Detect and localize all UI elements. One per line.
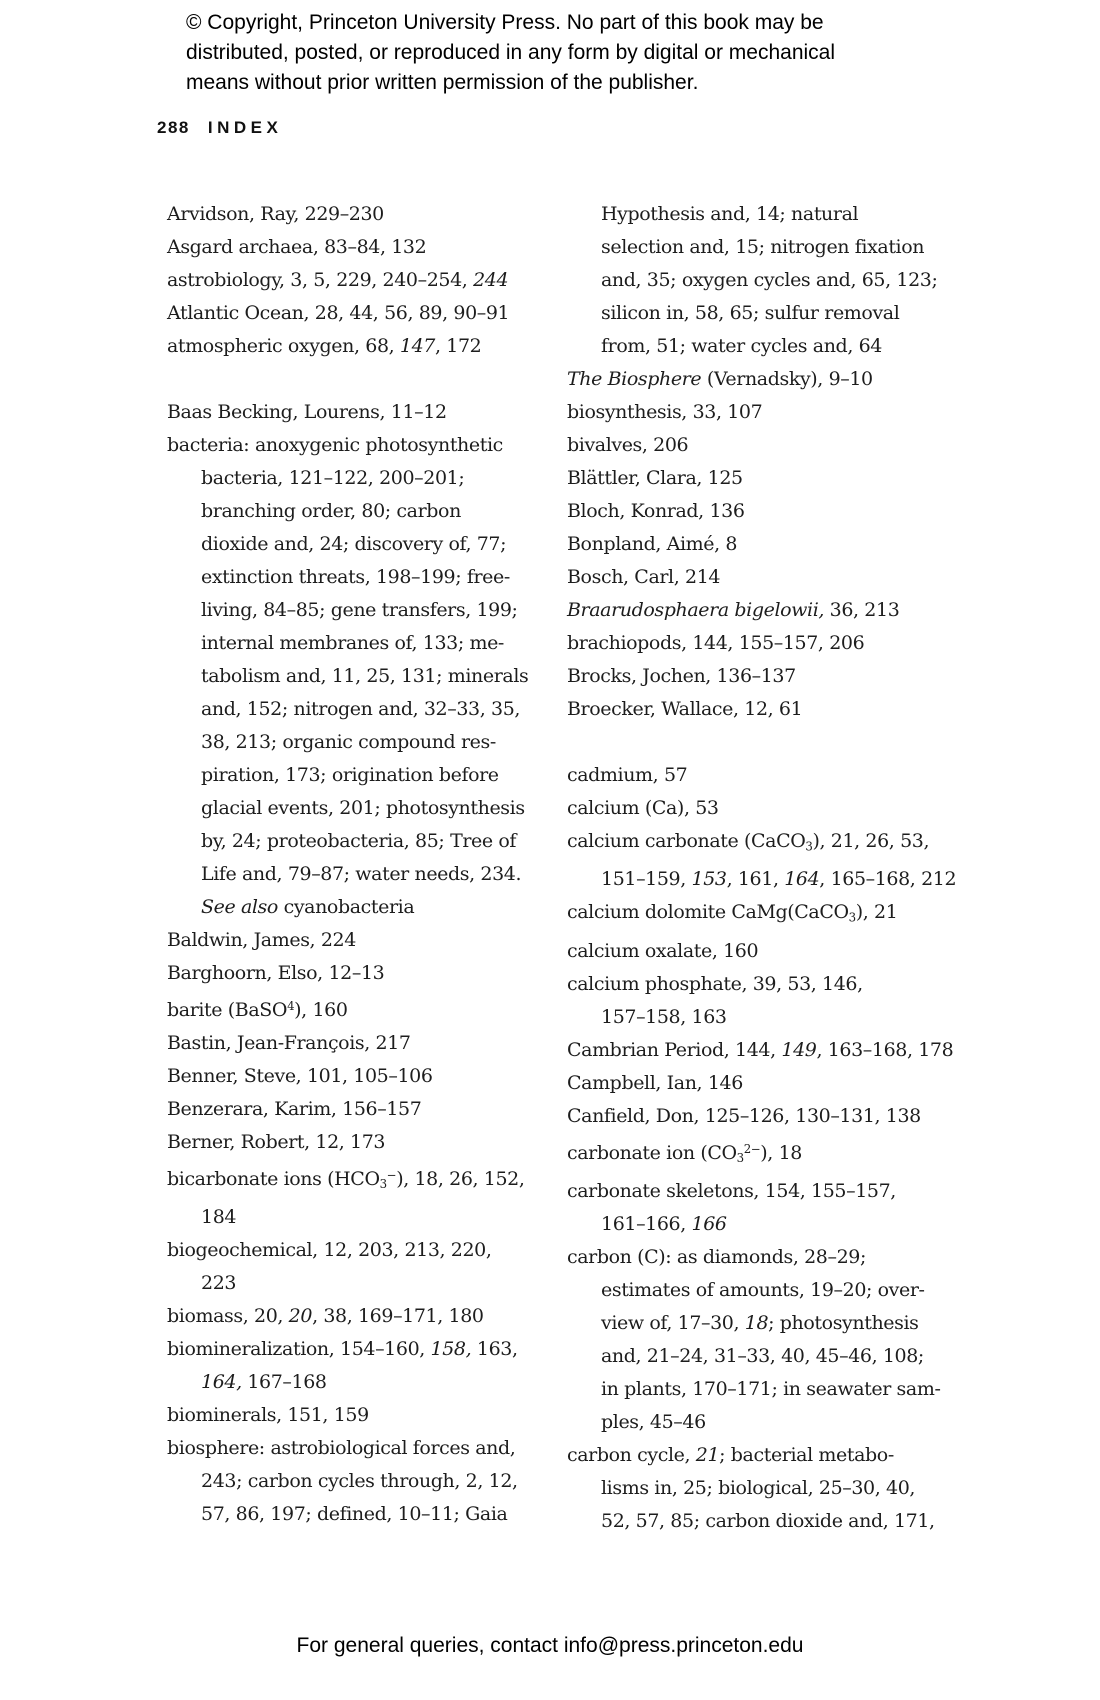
index-line — [567, 968, 962, 1001]
italic-text: 20 — [288, 1305, 313, 1328]
index-entry — [167, 1126, 562, 1159]
index-line — [167, 1267, 562, 1300]
index-line — [567, 1034, 962, 1067]
index-line — [567, 693, 962, 726]
text: bivalves, 206 — [567, 434, 689, 456]
index-line — [567, 1274, 962, 1307]
text: Asgard archaea, 83–84, 132 — [167, 236, 427, 258]
text: biomineralization, 154–160, — [167, 1338, 431, 1361]
index-entry — [167, 396, 562, 429]
page-header — [157, 118, 282, 138]
sub-text: 3 — [736, 1150, 744, 1165]
italic-text: See also — [201, 896, 278, 918]
index-entry — [567, 759, 962, 792]
text: 57, 86, 197; defined, 10–11; Gaia — [201, 1503, 508, 1526]
index-line — [167, 528, 562, 561]
section-title: INDEX — [207, 118, 283, 137]
index-entry — [567, 825, 962, 896]
text: 223 — [201, 1272, 237, 1295]
text: cyanobacteria — [277, 896, 415, 918]
index-entry — [167, 1300, 562, 1333]
text: 167–168 — [241, 1371, 327, 1394]
index-entry — [567, 462, 962, 495]
index-line — [567, 1241, 962, 1274]
index-line — [567, 1439, 962, 1472]
index-line — [167, 1027, 562, 1060]
text: biomass, 20, — [167, 1305, 289, 1328]
text: Barghoorn, Elso, 12–13 — [167, 962, 385, 984]
text: bicarbonate ions (HCO — [167, 1167, 380, 1190]
copyright-line: distributed, posted, or reproduced in any form by digital or mechanical — [186, 41, 836, 64]
index-line — [167, 198, 562, 231]
text: Berner, Robert, 12, 173 — [167, 1130, 386, 1153]
index-line — [167, 660, 562, 693]
index-entry — [567, 363, 962, 396]
index-entry — [167, 1027, 562, 1060]
index-line — [567, 264, 962, 297]
text: 161–166, — [601, 1212, 692, 1235]
text: ), 18, 26, 152, — [396, 1167, 525, 1190]
text: selection and, 15; nitrogen fixation — [601, 236, 925, 258]
index-line — [167, 924, 562, 957]
index-line — [167, 726, 562, 759]
text: estimates of amounts, 19–20; over- — [601, 1278, 925, 1301]
index-line — [567, 1406, 962, 1439]
text: internal membranes of, 133; me- — [201, 632, 504, 654]
index-line — [167, 396, 562, 429]
index-line — [167, 1060, 562, 1093]
text: bacteria, 121–122, 200–201; — [201, 467, 465, 489]
index-line — [167, 462, 562, 495]
index-line — [567, 1067, 962, 1100]
italic-text: 18 — [744, 1311, 769, 1334]
text: living, 84–85; gene transfers, 199; — [201, 599, 518, 621]
index-line — [167, 330, 562, 363]
index-line — [167, 231, 562, 264]
index-line — [567, 1175, 962, 1208]
text: biogeochemical, 12, 203, 213, 220, — [167, 1239, 492, 1262]
text: by, 24; proteobacteria, 85; Tree of — [201, 830, 517, 852]
index-entry — [567, 1439, 962, 1538]
index-line — [567, 396, 962, 429]
text: ; photosynthesis — [768, 1311, 919, 1334]
index-entry — [167, 198, 562, 231]
index-entry — [567, 561, 962, 594]
index-line — [567, 759, 962, 792]
index-entry — [567, 1175, 962, 1241]
text: carbonate ion (CO — [567, 1141, 737, 1164]
index-entry — [567, 1034, 962, 1067]
text: brachiopods, 144, 155–157, 206 — [567, 632, 865, 654]
text: (Vernadsky), 9–10 — [701, 368, 873, 390]
index-column-right — [567, 198, 962, 1538]
index-entry — [567, 1100, 962, 1133]
text: Bonpland, Aimé, 8 — [567, 533, 738, 555]
text: Baldwin, James, 224 — [167, 929, 356, 951]
text: lisms in, 25; biological, 25–30, 40, — [601, 1476, 916, 1499]
index-line — [167, 759, 562, 792]
index-entry — [167, 924, 562, 957]
index-line — [167, 561, 562, 594]
text: Bloch, Konrad, 136 — [567, 500, 745, 522]
index-entry — [567, 896, 962, 934]
text: and, 21–24, 31–33, 40, 45–46, 108; — [601, 1344, 924, 1367]
text: calcium carbonate (CaCO — [567, 830, 806, 852]
text: Broecker, Wallace, 12, 61 — [567, 698, 803, 720]
index-line — [567, 935, 962, 968]
index-entry — [167, 1060, 562, 1093]
index-line — [567, 561, 962, 594]
sup-text: 4 — [287, 999, 295, 1013]
index-line — [567, 363, 962, 396]
index-line — [167, 1093, 562, 1126]
text: Brocks, Jochen, 136–137 — [567, 665, 796, 687]
italic-text: 164, — [201, 1371, 242, 1394]
index-entry — [567, 1067, 962, 1100]
index-entry — [567, 935, 962, 968]
text: 184 — [201, 1206, 237, 1229]
index-entry — [567, 792, 962, 825]
text: , 161, — [726, 868, 785, 891]
index-entry — [167, 1333, 562, 1399]
text: Benzerara, Karim, 156–157 — [167, 1097, 422, 1120]
text: piration, 173; origination before — [201, 764, 499, 786]
text: glacial events, 201; photosynthesis — [201, 797, 525, 819]
index-line — [167, 1234, 562, 1267]
index-entry — [567, 594, 962, 627]
text: Bastin, Jean-François, 217 — [167, 1031, 411, 1054]
index-line — [567, 1505, 962, 1538]
index-entry — [167, 330, 562, 363]
index-line — [167, 297, 562, 330]
index-entry — [167, 990, 562, 1027]
text: astrobiology, 3, 5, 229, 240–254, — [167, 269, 474, 291]
copyright-line: means without prior written permission of the publisher. — [186, 71, 699, 94]
index-line — [567, 297, 962, 330]
index-line — [567, 1001, 962, 1034]
text: extinction threats, 198–199; free- — [201, 566, 510, 588]
text: calcium dolomite CaMg(CaCO — [567, 901, 849, 924]
text: from, 51; water cycles and, 64 — [601, 335, 882, 357]
text: atmospheric oxygen, 68, — [167, 335, 400, 357]
index-line — [167, 594, 562, 627]
page-number: 288 — [157, 118, 190, 137]
sub-text: 3 — [379, 1177, 387, 1192]
text: , 38, 169–171, 180 — [312, 1305, 484, 1328]
copyright-line: © Copyright, Princeton University Press. No part of this book may be — [186, 11, 824, 34]
italic-text: 153 — [691, 868, 727, 891]
index-entry — [567, 198, 962, 363]
text: and, 35; oxygen cycles and, 65, 123; — [601, 269, 938, 291]
text: Life and, 79–87; water needs, 234. — [201, 863, 522, 885]
text: ), 18 — [760, 1141, 802, 1164]
index-entry — [567, 968, 962, 1034]
text: ), 21 — [855, 901, 898, 924]
text: Atlantic Ocean, 28, 44, 56, 89, 90–91 — [167, 302, 510, 324]
index-line — [167, 792, 562, 825]
index-entry — [167, 264, 562, 297]
text: calcium oxalate, 160 — [567, 939, 759, 962]
index-line — [167, 1432, 562, 1465]
index-line — [567, 429, 962, 462]
text: calcium phosphate, 39, 53, 146, — [567, 972, 863, 995]
index-line — [167, 1465, 562, 1498]
index-line — [567, 528, 962, 561]
text: Benner, Steve, 101, 105–106 — [167, 1064, 433, 1087]
text: Blättler, Clara, 125 — [567, 467, 743, 489]
italic-text: 244 — [473, 269, 509, 291]
index-entry — [567, 1133, 962, 1175]
text: view of, 17–30, — [601, 1311, 745, 1334]
page-footer — [0, 1634, 1100, 1658]
index-entry — [167, 957, 562, 990]
text: tabolism and, 11, 25, 131; minerals — [201, 665, 529, 687]
text: carbonate skeletons, 154, 155–157, — [567, 1179, 896, 1202]
index-line — [167, 825, 562, 858]
index-entry — [167, 297, 562, 330]
index-line — [567, 1208, 962, 1241]
index-entry — [567, 693, 962, 726]
text: calcium (Ca), 53 — [567, 797, 719, 819]
italic-text: 147 — [399, 335, 435, 357]
text: carbon cycle, — [567, 1443, 696, 1466]
text: 36, 213 — [824, 599, 900, 621]
index-line — [567, 1472, 962, 1505]
index-entry — [167, 1234, 562, 1300]
index-line — [567, 1307, 962, 1340]
index-entry — [567, 528, 962, 561]
index-line — [567, 231, 962, 264]
text: and, 152; nitrogen and, 32–33, 35, — [201, 698, 521, 720]
index-line — [567, 792, 962, 825]
sup-text: 2− — [743, 1141, 761, 1156]
sup-text: − — [386, 1167, 397, 1182]
index-line — [567, 594, 962, 627]
sub-text: 3 — [848, 910, 856, 925]
italic-text: Braarudosphaera bigelowii, — [567, 599, 825, 621]
index-entry — [567, 627, 962, 660]
italic-text: The Biosphere — [567, 368, 702, 390]
index-entry — [167, 1159, 562, 1234]
sub-text: 3 — [805, 839, 813, 854]
italic-text: 21 — [695, 1443, 720, 1466]
index-line — [167, 1300, 562, 1333]
text: barite (BaSO — [167, 998, 288, 1021]
text: Cambrian Period, 144, — [567, 1038, 782, 1061]
index-line — [167, 1366, 562, 1399]
text: Canfield, Don, 125–126, 130–131, 138 — [567, 1104, 921, 1127]
text: ), 21, 26, 53, — [812, 830, 930, 852]
text: dioxide and, 24; discovery of, 77; — [201, 533, 507, 555]
index-line — [567, 1340, 962, 1373]
index-entry — [567, 495, 962, 528]
index-line — [167, 1159, 562, 1201]
index-line — [167, 858, 562, 891]
italic-text: 164 — [784, 868, 820, 891]
index-entry — [167, 1399, 562, 1432]
index-line — [167, 1399, 562, 1432]
italic-text: 166 — [691, 1212, 727, 1235]
text: Hypothesis and, 14; natural — [601, 203, 859, 225]
text: biominerals, 151, 159 — [167, 1404, 369, 1427]
index-line — [567, 627, 962, 660]
index-line — [567, 1373, 962, 1406]
index-line — [567, 198, 962, 231]
index-line — [167, 495, 562, 528]
index-line — [167, 693, 562, 726]
index-entry — [567, 429, 962, 462]
index-column-left — [167, 198, 562, 1531]
index-entry — [167, 1093, 562, 1126]
index-line — [567, 896, 962, 934]
text: 52, 57, 85; carbon dioxide and, 171, — [601, 1509, 935, 1532]
index-line — [167, 264, 562, 297]
italic-text: 158, — [430, 1338, 472, 1361]
text: Campbell, Ian, 146 — [567, 1071, 743, 1094]
index-line — [567, 462, 962, 495]
index-line — [567, 660, 962, 693]
text: 243; carbon cycles through, 2, 12, — [201, 1470, 518, 1493]
text: , 163–168, 178 — [816, 1038, 954, 1061]
copyright-notice — [186, 8, 835, 98]
index-line — [167, 627, 562, 660]
text: 157–158, 163 — [601, 1005, 727, 1028]
index-entry — [567, 660, 962, 693]
text: biosynthesis, 33, 107 — [567, 401, 763, 423]
text: ), 160 — [294, 998, 348, 1021]
text: 163, — [471, 1338, 518, 1361]
index-entry — [567, 1241, 962, 1439]
index-line — [567, 1133, 962, 1175]
text: silicon in, 58, 65; sulfur removal — [601, 302, 900, 324]
index-entry — [167, 429, 562, 924]
text: ples, 45–46 — [601, 1410, 706, 1433]
text: , 165–168, 212 — [819, 868, 957, 891]
index-line — [567, 825, 962, 863]
text: Baas Becking, Lourens, 11–12 — [167, 401, 447, 423]
index-line — [167, 1201, 562, 1234]
footer-text: For general queries, contact info@press.princeton.edu — [296, 1634, 804, 1657]
index-line — [167, 990, 562, 1027]
index-line — [567, 330, 962, 363]
index-line — [567, 1100, 962, 1133]
index-line — [167, 1333, 562, 1366]
index-line — [167, 1126, 562, 1159]
index-entry — [567, 396, 962, 429]
italic-text: 149 — [781, 1038, 817, 1061]
text: , 172 — [435, 335, 482, 357]
text: in plants, 170–171; in seawater sam- — [601, 1377, 941, 1400]
text: branching order, 80; carbon — [201, 500, 461, 522]
text: bacteria: anoxygenic photosynthetic — [167, 434, 503, 456]
text: carbon (C): as diamonds, 28–29; — [567, 1245, 866, 1268]
text: cadmium, 57 — [567, 764, 688, 786]
index-line — [567, 495, 962, 528]
index-entry — [167, 231, 562, 264]
text: Arvidson, Ray, 229–230 — [167, 203, 384, 225]
text: 38, 213; organic compound res- — [201, 731, 496, 753]
text: biosphere: astrobiological forces and, — [167, 1437, 516, 1460]
index-line — [167, 429, 562, 462]
index-line — [167, 891, 562, 924]
index-line — [567, 863, 962, 896]
text: Bosch, Carl, 214 — [567, 566, 721, 588]
text: ; bacterial metabo- — [719, 1443, 894, 1466]
text: 151–159, — [601, 868, 692, 891]
index-line — [167, 1498, 562, 1531]
index-entry — [167, 1432, 562, 1531]
index-line — [167, 957, 562, 990]
